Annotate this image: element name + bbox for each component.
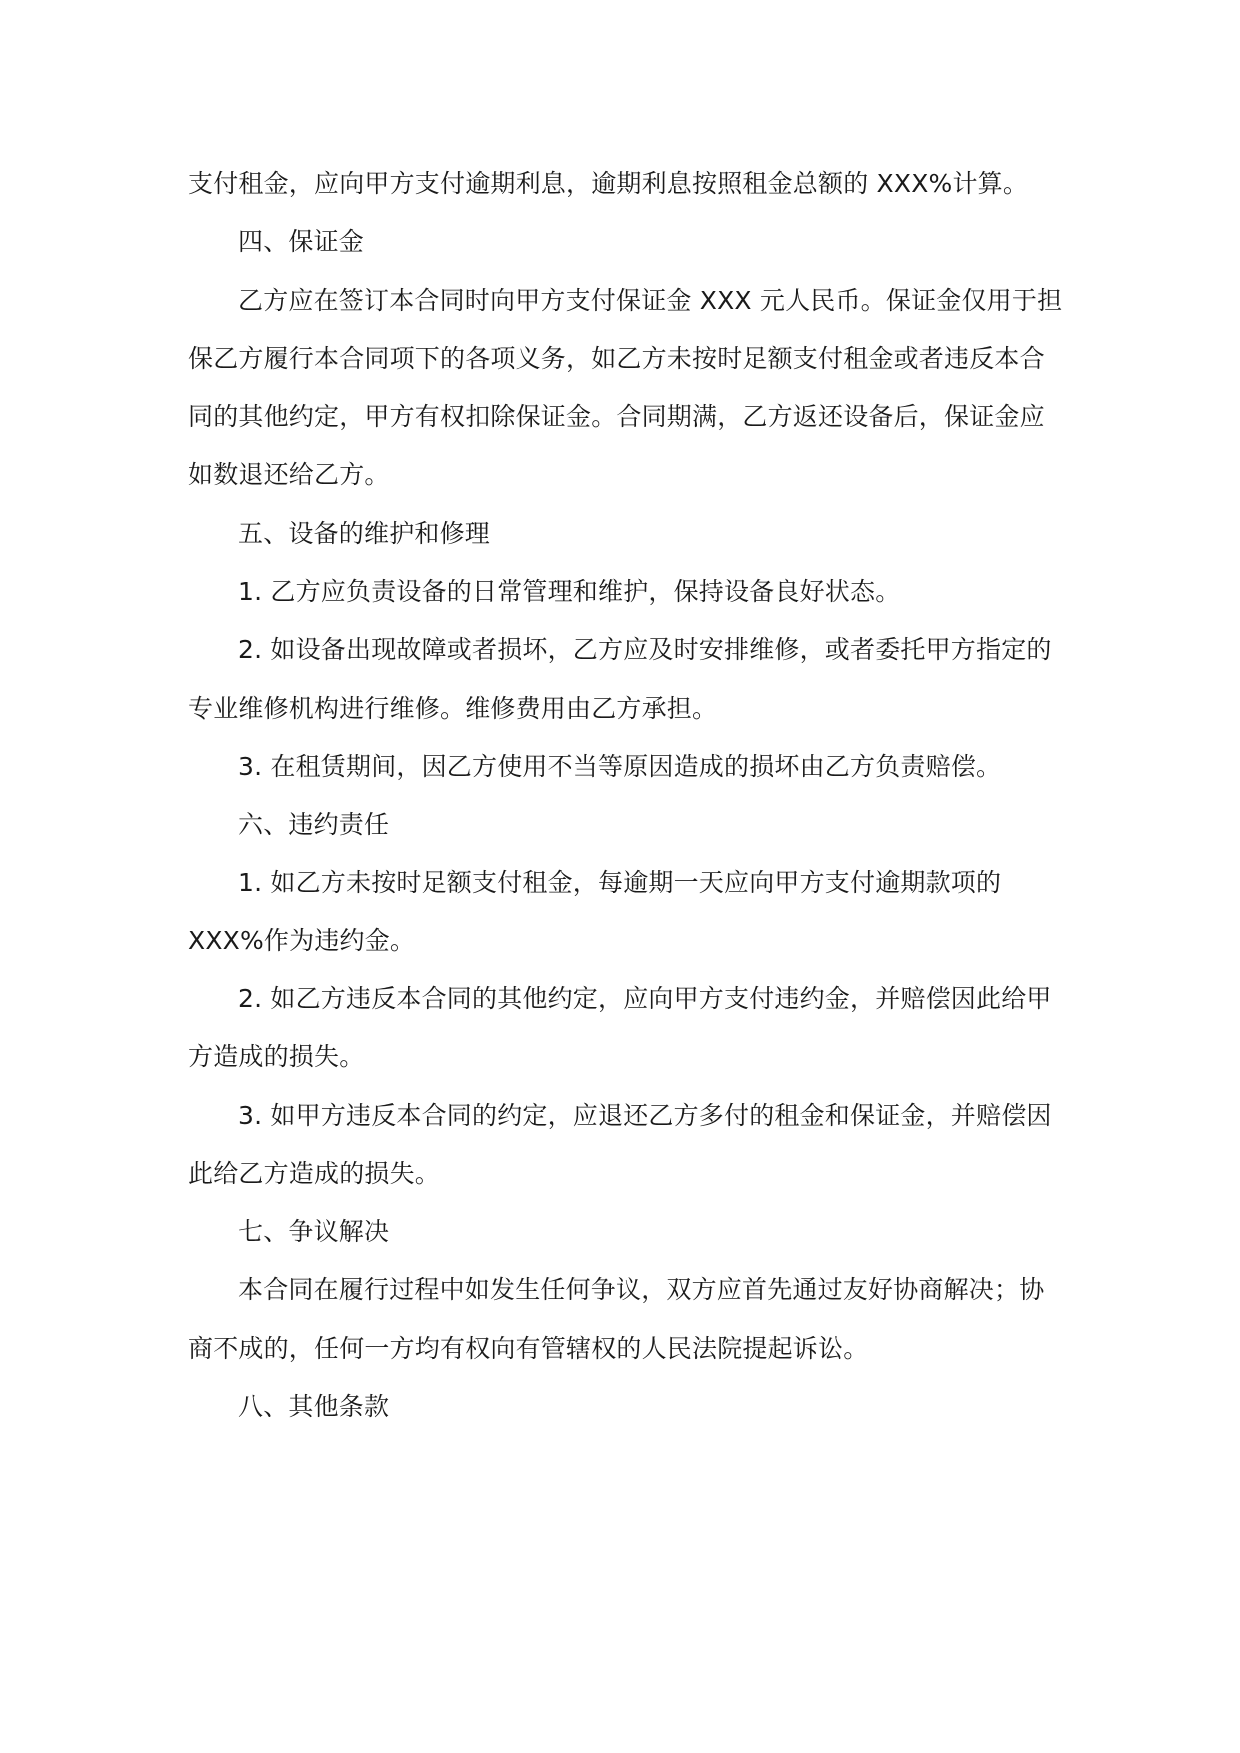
section-heading: 四、保证金 — [238, 227, 365, 256]
text-line: 此给乙方造成的损失。 — [188, 1159, 441, 1188]
text-line: 3. 如甲方违反本合同的约定，应退还乙方多付的租金和保证金，并赔偿因 — [238, 1101, 1052, 1130]
text-line: 保乙方履行本合同项下的各项义务，如乙方未按时足额支付租金或者违反本合 — [188, 344, 1045, 373]
text-line: 1. 乙方应负责设备的日常管理和维护，保持设备良好状态。 — [238, 577, 901, 606]
section-heading: 八、其他条款 — [238, 1392, 390, 1421]
section-heading: 六、违约责任 — [238, 810, 390, 839]
text-line: 商不成的，任何一方均有权向有管辖权的人民法院提起诉讼。 — [188, 1334, 869, 1363]
text-line: 2. 如乙方违反本合同的其他约定，应向甲方支付违约金，并赔偿因此给甲 — [238, 984, 1052, 1013]
text-line: 1. 如乙方未按时足额支付租金，每逾期一天应向甲方支付逾期款项的 — [238, 868, 1002, 897]
text-line: 同的其他约定，甲方有权扣除保证金。合同期满，乙方返还设备后，保证金应 — [188, 402, 1045, 431]
text-line: 如数退还给乙方。 — [188, 460, 390, 489]
text-line: 3. 在租赁期间，因乙方使用不当等原因造成的损坏由乙方负责赔偿。 — [238, 752, 1002, 781]
text-line: 专业维修机构进行维修。维修费用由乙方承担。 — [188, 694, 718, 723]
section-heading: 七、争议解决 — [238, 1217, 390, 1246]
text-line: XXX%作为违约金。 — [188, 926, 416, 955]
text-line: 本合同在履行过程中如发生任何争议，双方应首先通过友好协商解决；协 — [238, 1275, 1045, 1304]
text-line: 方造成的损失。 — [188, 1042, 365, 1071]
text-line: 乙方应在签订本合同时向甲方支付保证金 XXX 元人民币。保证金仅用于担 — [238, 286, 1063, 315]
text-line: 支付租金，应向甲方支付逾期利息，逾期利息按照租金总额的 XXX%计算。 — [188, 169, 1029, 198]
text-line: 2. 如设备出现故障或者损坏，乙方应及时安排维修，或者委托甲方指定的 — [238, 635, 1052, 664]
section-heading: 五、设备的维护和修理 — [238, 519, 491, 548]
